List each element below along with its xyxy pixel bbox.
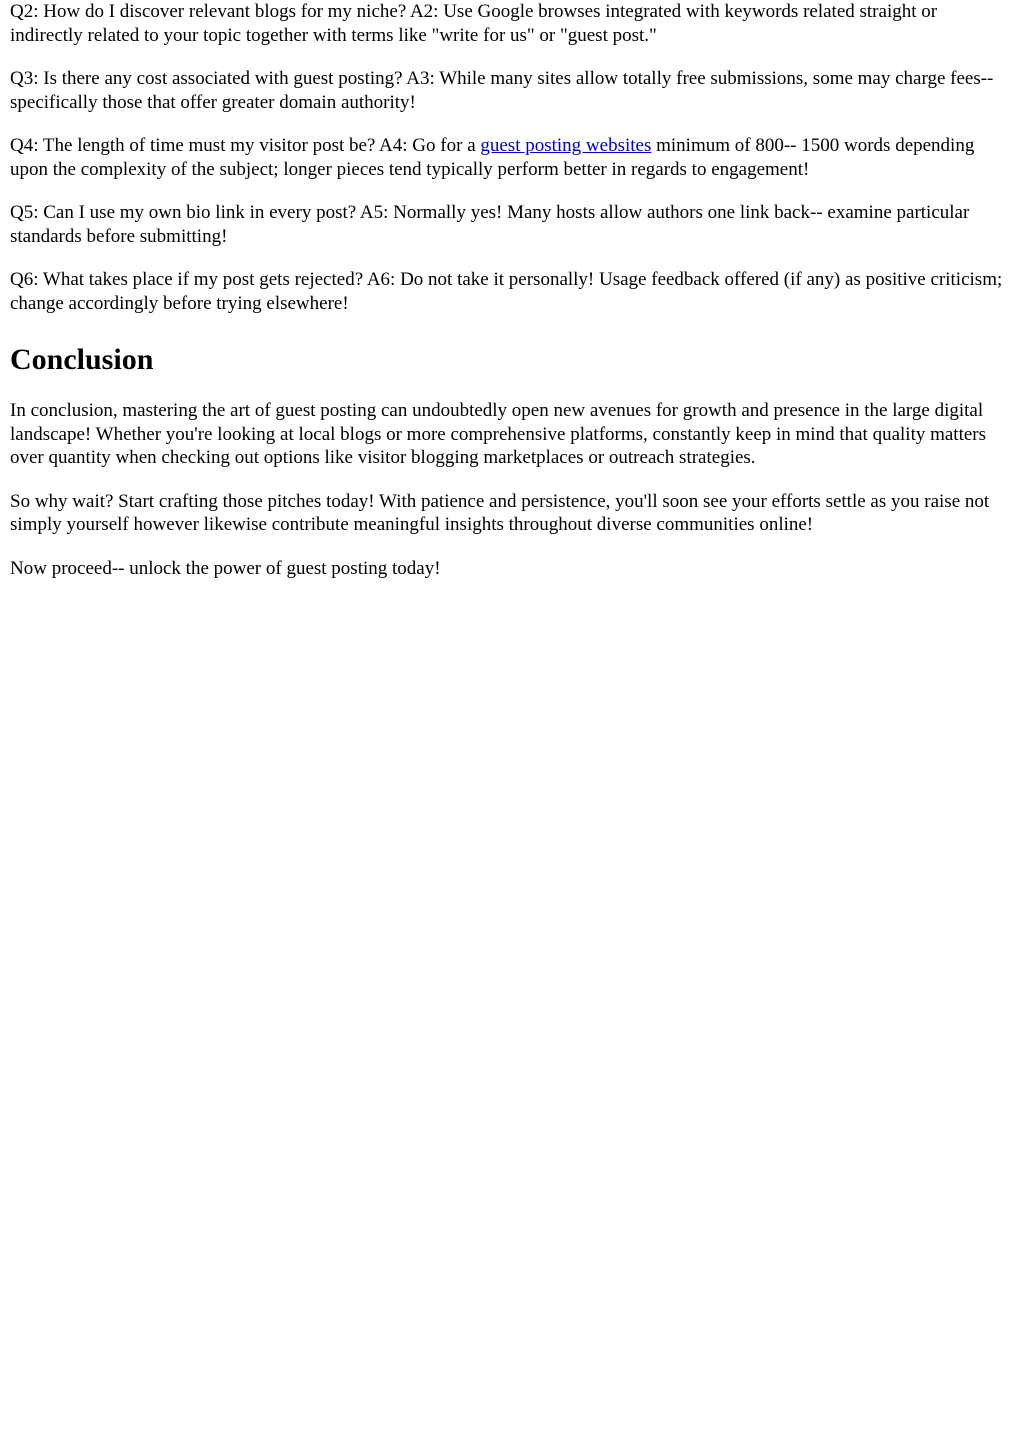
faq-q4-paragraph (10, 134, 1014, 181)
conclusion-paragraph-3: Now proceed-- unlock the power of guest posting today! (10, 557, 441, 579)
faq-q2-paragraph: Q2: How do I discover relevant blogs for my niche? A2: Use Google browses integrated with keywords related straight or indirectly related to your topic together with terms like "write for us" or "guest post." (10, 1, 938, 46)
document-body (10, 0, 1014, 580)
faq-q4-text-before: Q4: The length of time must my visitor post be? A4: Go for a (10, 135, 481, 156)
guest-posting-websites-link[interactable]: guest posting websites (480, 135, 652, 156)
faq-q6-paragraph: Q6: What takes place if my post gets rejected? A6: Do not take it personally! Usage feedback offered (if any) as positive criticism; change accordingly before trying elsewhere! (10, 269, 1003, 314)
faq-q3-paragraph: Q3: Is there any cost associated with guest posting? A3: While many sites allow totally free submissions, some may charge fees-- specifically those that offer greater domain authority! (10, 68, 994, 113)
conclusion-paragraph-2: So why wait? Start crafting those pitches today! With patience and persistence, you'll soon see your efforts settle as you raise not simply yourself however likewise contribute meaningful insights throughout diverse communities online! (10, 490, 990, 535)
conclusion-paragraph-1: In conclusion, mastering the art of guest posting can undoubtedly open new avenues for growth and presence in the large digital landscape! Whether you're looking at local blogs or more comprehensive platforms, constantly keep in mind that quality matters over quantity when checking out options like visitor blogging marketplaces or outreach strategies. (10, 400, 987, 468)
faq-q5-paragraph: Q5: Can I use my own bio link in every post? A5: Normally yes! Many hosts allow authors one link back-- examine particular standards before submitting! (10, 202, 970, 247)
conclusion-heading: Conclusion (10, 343, 154, 376)
faq-q4-text-after: minimum of 800-- 1500 words depending upon the complexity of the subject; longer pieces tend typically perform better in regards to engagement! (10, 135, 975, 180)
